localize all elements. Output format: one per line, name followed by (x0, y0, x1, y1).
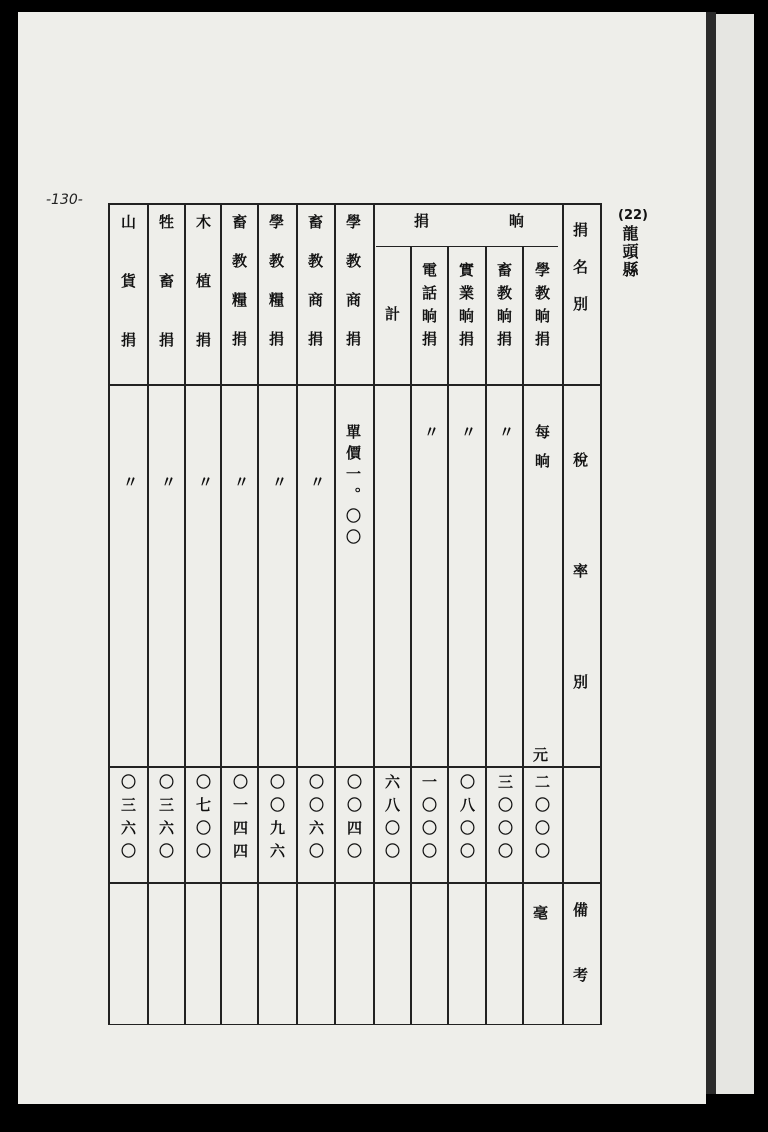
note-title: 備考 (571, 902, 589, 1032)
rate-cell: 〃 (497, 424, 515, 453)
amount-cell: 〇三六〇 (157, 774, 175, 866)
amount-cell: 六八〇〇 (383, 774, 401, 866)
rule-top (108, 203, 602, 205)
col-rule (184, 203, 186, 1024)
amount-cell: 三〇〇〇 (496, 774, 514, 866)
col-header: 木植捐 (194, 214, 212, 391)
col-rule (522, 246, 524, 1024)
col-header: 學教商捐 (344, 214, 362, 370)
col-header: 牲畜捐 (157, 214, 175, 391)
county-name: 龍頭縣 (620, 225, 639, 279)
amount-cell: 〇一四四 (231, 774, 249, 866)
col-header: 計 (383, 306, 401, 343)
rule-bottom (108, 1024, 602, 1025)
group-title: 捐 晌 (414, 212, 529, 230)
col-header: 學教晌捐 (533, 262, 551, 354)
col-header: 實業晌捐 (457, 262, 475, 354)
rule-header-bottom (108, 384, 602, 386)
rate-cell: 〃 (121, 474, 139, 503)
page-number: -130- (46, 192, 83, 208)
col-header: 山貨捐 (119, 214, 137, 391)
rate-cell: 〃 (159, 474, 177, 503)
col-rule (334, 203, 336, 1024)
col-rule (373, 203, 375, 1024)
amount-cell: 〇〇六〇 (307, 774, 325, 866)
amount-cell: 〇〇四〇 (345, 774, 363, 866)
col-header: 畜教糧捐 (230, 214, 248, 370)
col-header: 學教糧捐 (267, 214, 285, 370)
col-rule (410, 246, 412, 1024)
col-header: 畜教商捐 (306, 214, 324, 370)
col-title: 捐名別 (571, 222, 589, 333)
amount-cell: 〇八〇〇 (458, 774, 476, 866)
rate-cell: 〃 (196, 474, 214, 503)
section-number: (22) (618, 208, 648, 223)
rate-cell: 〃 (270, 474, 288, 503)
amount-cell: 〇三六〇 (119, 774, 137, 866)
rate-title: 稅率別 (571, 452, 589, 785)
rule-amount-bottom (108, 882, 602, 884)
col-rule (485, 246, 487, 1024)
rule-group (376, 246, 558, 247)
col-rule (447, 246, 449, 1024)
col-header: 電話晌捐 (420, 262, 438, 354)
col-rule (220, 203, 222, 1024)
col-header: 畜教晌捐 (495, 262, 513, 354)
col-rule (257, 203, 259, 1024)
amount-cell: 一〇〇〇 (420, 774, 438, 866)
rule-amount-top (108, 766, 602, 768)
rate-cell: 〃 (459, 424, 477, 453)
amount-cell: 〇七〇〇 (194, 774, 212, 866)
col-rule (600, 203, 602, 1024)
rate-cell: 單價一。〇〇 (344, 424, 362, 550)
col-rule (296, 203, 298, 1024)
rate-cell: 〃 (232, 474, 250, 503)
unit-yuan: 元 (533, 746, 549, 764)
amount-cell: 〇〇九六 (268, 774, 286, 866)
col-rule (108, 203, 110, 1024)
col-rule (147, 203, 149, 1024)
unit-hao: 毫 (533, 904, 549, 922)
rate-cell: 〃 (308, 474, 326, 503)
rate-cell: 每晌 (533, 424, 551, 482)
amount-cell: 二〇〇〇 (533, 774, 551, 866)
col-rule (562, 203, 564, 1024)
rate-cell: 〃 (422, 424, 440, 453)
